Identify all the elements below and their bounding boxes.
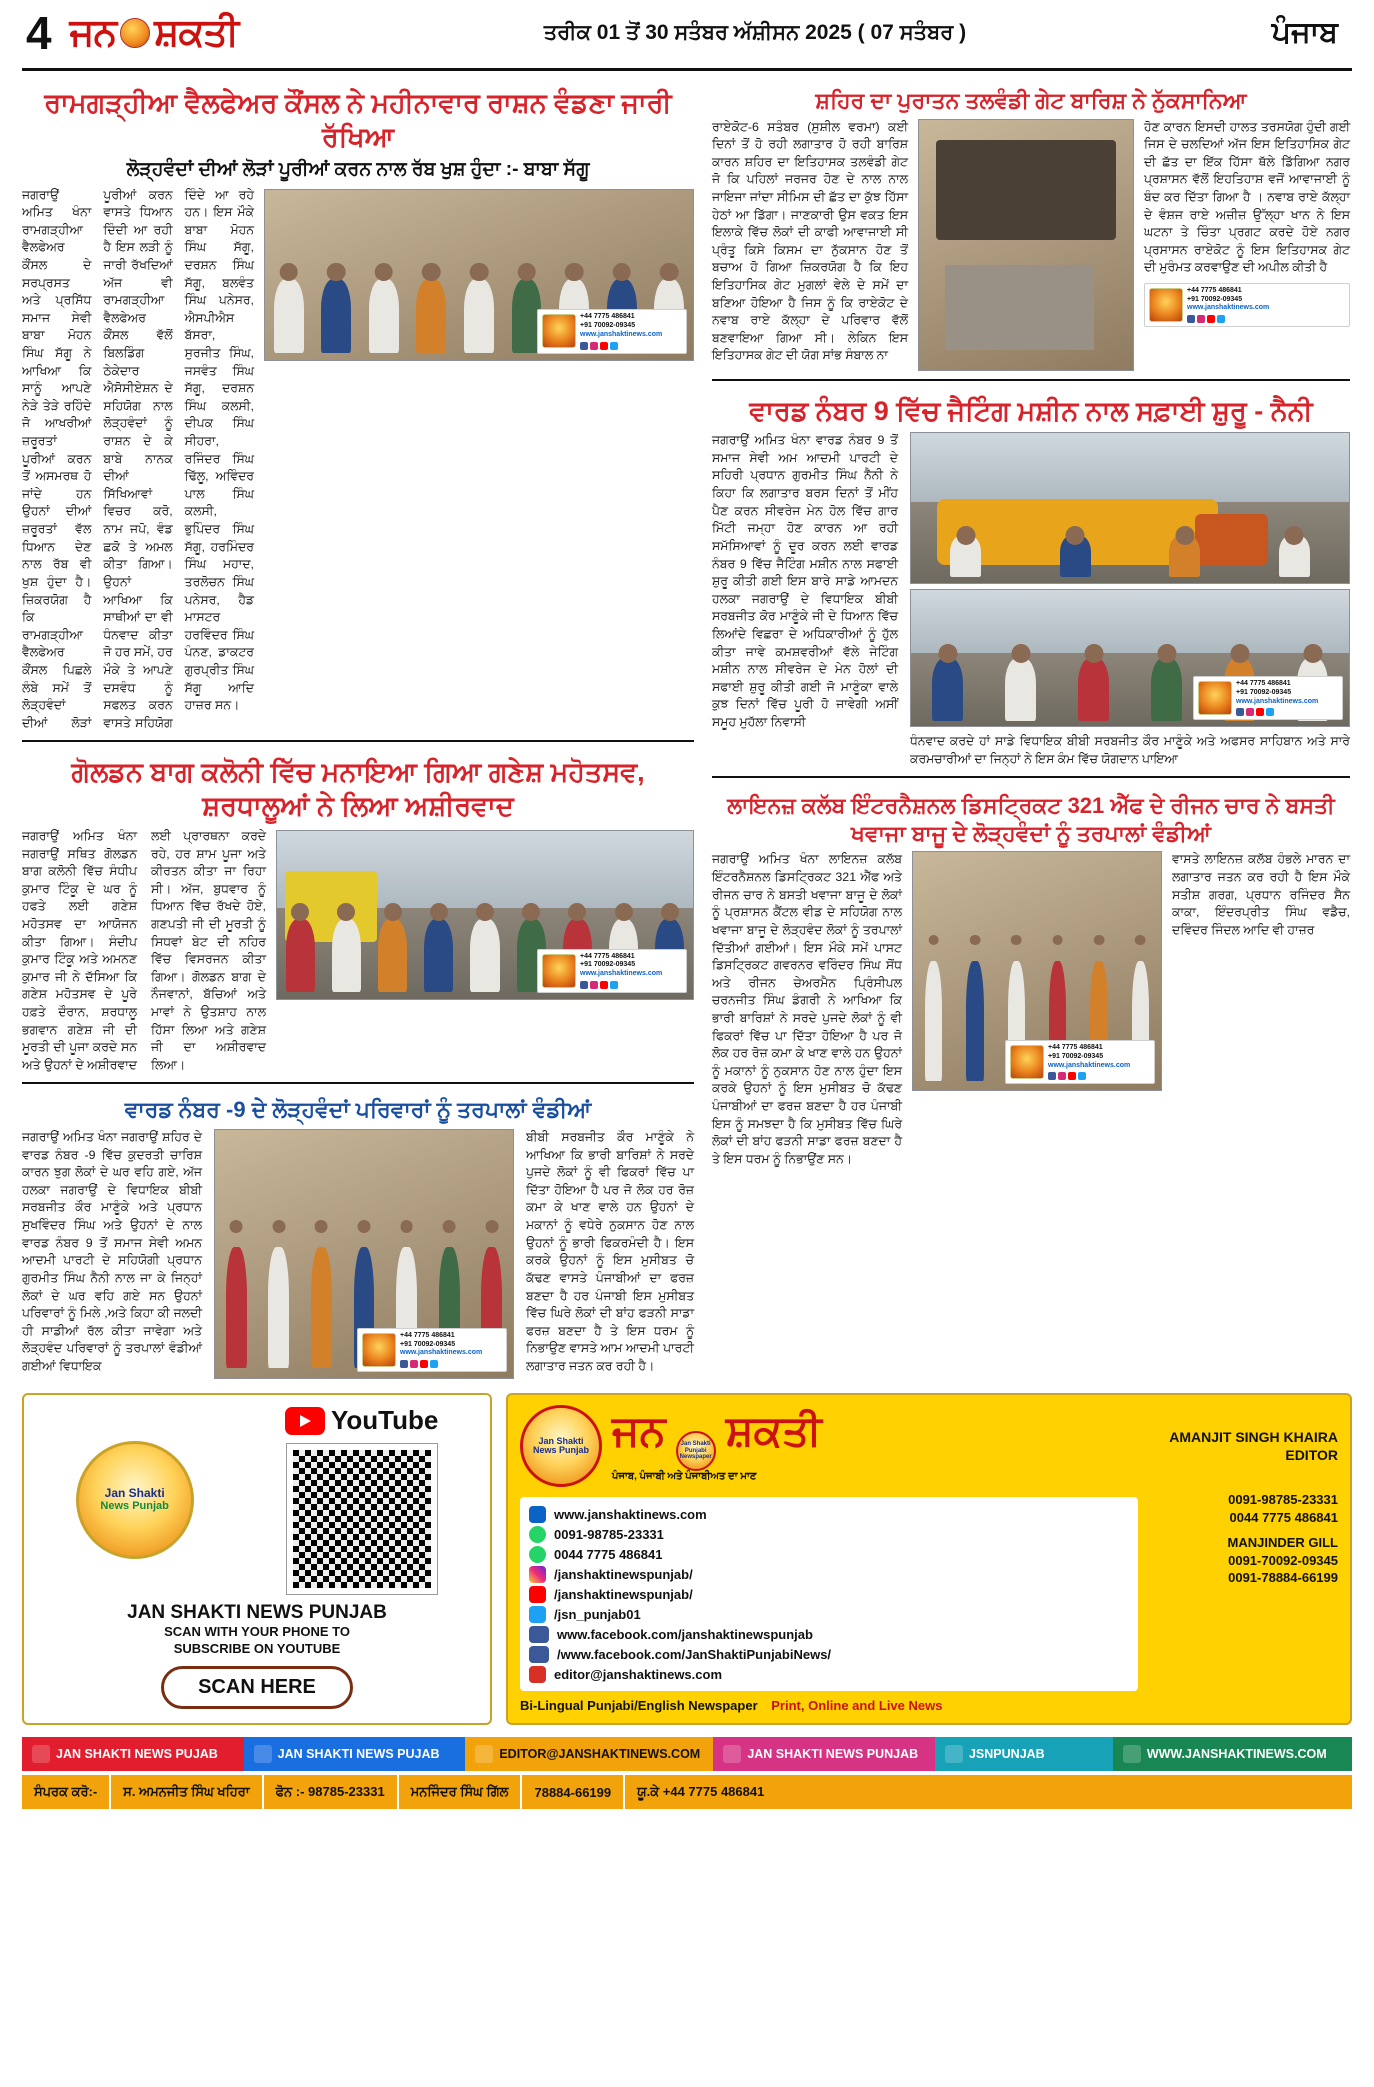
ad-title-jan: ਜਨ [612, 1407, 666, 1455]
facebook-icon [529, 1626, 549, 1643]
stamp-logo-icon [362, 1333, 396, 1367]
contact-ad [506, 1393, 1352, 1725]
gmail-icon [529, 1666, 546, 1683]
footer-manager-name: ਮਨਜਿੰਦਰ ਸਿੰਘ ਗਿੱਲ [399, 1775, 523, 1809]
youtube-subscribe-ad[interactable] [22, 1393, 492, 1725]
facebook-icon [254, 1745, 272, 1763]
stamp-phone-1: +44 7775 486841 [1187, 286, 1242, 294]
instagram-icon [410, 1360, 418, 1368]
masthead-logo [70, 12, 239, 55]
stamp-logo-icon [1198, 681, 1232, 715]
editor-phone-1: 0091-98785-23331 [1228, 1492, 1338, 1508]
article-photo [918, 119, 1134, 371]
article-ganesh-mahotsav [22, 750, 694, 1074]
watermark-stamp [1144, 283, 1350, 327]
twitter-icon [945, 1745, 963, 1763]
gmail-icon [475, 1745, 493, 1763]
globe-icon [1123, 1745, 1141, 1763]
twitter-icon [529, 1606, 546, 1623]
stamp-phone-2: +91 70092-09345 [580, 322, 636, 329]
contact-link-youtube[interactable] [529, 1584, 1129, 1604]
region-label: ਪੰਜਾਬ [1271, 16, 1338, 49]
stamp-site: www.janshaktinews.com [1236, 697, 1319, 705]
footer-instagram[interactable] [713, 1737, 935, 1771]
article-photo [214, 1129, 514, 1379]
watermark-stamp [1193, 676, 1343, 720]
article-ward9-tarpaulins [22, 1092, 694, 1379]
contact-link-twitter[interactable] [529, 1604, 1129, 1624]
footer-label: WWW.JANSHAKTINEWS.COM [1146, 1747, 1327, 1762]
logo-line-1: Jan Shakti [104, 1485, 165, 1500]
watermark-stamp [537, 309, 687, 353]
stamp-site: www.janshaktinews.com [1187, 304, 1270, 312]
ad-sub-line-1: SCAN WITH YOUR PHONE TO [164, 1624, 350, 1640]
youtube-label: YouTube [330, 1405, 439, 1436]
contact-phone-block [1148, 1487, 1338, 1587]
article-photo [912, 851, 1162, 1091]
watermark-stamp [1005, 1040, 1155, 1084]
instagram-icon [1197, 315, 1205, 323]
stamp-site: www.janshaktinews.com [580, 330, 663, 338]
article-subhead: ਲੋੜ੍ਹਵੰਦਾਂ ਦੀਆਂ ਲੋੜਾਂ ਪੂਰੀਆਂ ਕਰਨ ਨਾਲ ਰੱਬ ਖੁਸ਼ ਹੁੰਦਾ :- ਬਾਬਾ ਸੱਗੂ [126, 158, 590, 180]
youtube-icon [1207, 315, 1215, 323]
logo-line-2: News Punjab [100, 1500, 169, 1513]
stamp-phone-1: +44 7775 486841 [580, 952, 635, 960]
logo-jan-text: ਜਨ [69, 11, 117, 54]
divider [712, 379, 1350, 381]
footer-twitter[interactable] [935, 1737, 1113, 1771]
youtube-icon [600, 981, 608, 989]
stamp-phone-1: +44 7775 486841 [1048, 1044, 1103, 1052]
divider [22, 1082, 694, 1084]
ad-tagline: ਪੰਜਾਬ, ਪੰਜਾਬੀ ਅਤੇ ਪੰਜਾਬੀਅਤ ਦਾ ਮਾਣ [612, 1470, 757, 1482]
footer-contact-label: ਸੰਪਰਕ ਕਰੋ:- [22, 1775, 111, 1809]
page-columns [22, 71, 1352, 1379]
facebook-icon [529, 1646, 549, 1663]
footer-label: JAN SHAKTI NEWS PUJAB [277, 1747, 440, 1762]
editor-role: EDITOR [1285, 1447, 1338, 1464]
instagram-icon [1246, 708, 1254, 716]
ad-inline-badge-icon [676, 1431, 716, 1471]
link-text: 0044 7775 486841 [554, 1546, 663, 1562]
manager-name: MANJINDER GILL [1227, 1535, 1338, 1551]
contact-link-instagram[interactable] [529, 1564, 1129, 1584]
article-body-left: ਜਗਰਾਉਂ ਅਮਿਤ ਖੰਨਾ ਵਾਰਡ ਨੰਬਰ 9 ਤੋਂ ਸਮਾਜ ਸੇਵੀ ਅਮ ਆਦਮੀ ਪਾਰਟੀ ਦੇ ਸਹਿਰੀ ਪ੍ਰਧਾਨ ਗੁਰਮੀਤ ਸਿੰਘ ਨੈਨੀ ਨੇ ਕਿਹਾ ਕਿ ਲਗਾਤਾਰ ਬਰਸ ਦਿਨਾਂ ਤੋਂ ਮੀਂਹ ਪੈਣ ਕਰਨ ਸੀਵਰੇਜ ਮੇਨ ਹੋਲ ਵਿੱਚ ਗਾਰ ਮਿੱਟੀ ਜਮ੍ਹਾ ਹੋਣ ਕਾਰਨ ਆ ਰਹੀ ਸਮੱਸਿਆਵਾਂ ਨੂੰ ਦੂਰ ਕਰਨ ਲਈ ਵਾਰਡ ਨੰਬਰ 9 ਵਿੱਚ ਜੈਟਿੰਗ ਮਸ਼ੀਨ ਨਾਲ ਸਫਾਈ ਸ਼ੁਰੂ ਕੀਤੀ ਗਈ ਇਸ ਬਾਰੇ ਸਾਡੇ ਆਮਦਨ ਹਲਕਾ ਜਗਰਾਉਂ ਦੇ ਵਿਧਾਇਕ ਬੀਬੀ ਸਰਬਜੀਤ ਕੋਰ ਮਾਣੂੰਕੇ ਜੀ ਦੇ ਧਿਆਨ ਵਿੱਚ ਲਿਆਂਦੇ ਵਿਛਰਾ ਦੇ ਅਧਿਕਾਰੀਆਂ ਨੂੰ ਹੁੱਲ ਕੀਤਾ ਜਾਵੇ ਕਮਸ਼ਵਰੀਆਂ ਵੱਲੇ ਜੇਟਿੰਗ ਮਸ਼ੀਨ ਨਾਲ ਸੀਵਰੇਜ ਦੇ ਮੇਨ ਹੋਲਾਂ ਦੀ ਸਫਾਈ ਸ਼ੁਰੂ ਕੀਤੀ ਗਈ ਜੋ ਮਾਣੂੰਕਾ ਵਾਲੇ ਕੁਝ ਦਿਨਾਂ ਵਿੱਚ ਪੂਰੀ ਹੋ ਜਾਵੇਗੀ ਅਸੀਂ ਸਮੂਹ ਮੁਹੱਲਾ ਨਿਵਾਸੀ [712, 433, 898, 729]
instagram-icon [529, 1566, 546, 1583]
stamp-logo-icon [542, 314, 576, 348]
footer-editor-name: ਸ. ਅਮਨਜੀਤ ਸਿੰਘ ਖਹਿਰਾ [111, 1775, 263, 1809]
ad-footer-right: Print, Online and Live News [771, 1698, 943, 1714]
contact-link-whatsapp-1[interactable] [529, 1524, 1129, 1544]
jan-shakti-logo-icon [520, 1405, 602, 1487]
youtube-icon [1068, 1072, 1076, 1080]
instagram-icon [723, 1745, 741, 1763]
logo-shakti-text: ਸ਼ਕਤੀ [154, 11, 239, 54]
twitter-icon [1266, 708, 1274, 716]
link-text: 0091-98785-23331 [554, 1526, 664, 1542]
link-text: editor@janshaktinews.com [554, 1666, 722, 1682]
page-number: 4 [26, 7, 52, 59]
contact-link-facebook-1[interactable] [529, 1624, 1129, 1644]
article-headline: ਸ਼ਹਿਰ ਦਾ ਪੁਰਾਤਨ ਤਲਵੰਡੀ ਗੇਟ ਬਾਰਿਸ਼ ਨੇ ਨੁੱਕਸਾਨਿਆ [815, 88, 1247, 113]
twitter-icon [430, 1360, 438, 1368]
divider [712, 776, 1350, 778]
article-body-right: ਵਾਸਤੇ ਲਾਇਨਜ਼ ਕਲੱਬ ਹੰਭਲੇ ਮਾਰਨ ਦਾ ਲਗਾਤਾਰ ਜਤਨ ਕਰ ਰਹੀ ਹੈ ਇਸ ਮੌਕੇ ਸਤੀਸ਼ ਗਰਗ, ਪ੍ਰਧਾਨ ਰਜਿੰਦਰ ਸੈਨ ਕਾਕਾ, ਇੰਦਰਪ੍ਰੀਤ ਸਿੰਘ ਵਡੈਚ, ਦਵਿੰਦਰ ਜਿੰਦਲ ਆਦਿ ਵੀ ਹਾਜ਼ਰ [1172, 852, 1350, 937]
footer-youtube[interactable] [22, 1737, 244, 1771]
article-body: ਜਗਰਾਉਂ ਅਮਿਤ ਖੰਨਾ ਜਗਰਾਉਂ ਸਥਿਤ ਗੋਲਡਨ ਬਾਗ ਕਲੋਨੀ ਵਿੱਚ ਸੰਧੀਪ ਕੁਮਾਰ ਟਿੰਕੂ ਦੇ ਘਰ ਨੂੰ ਹਫਤੇ ਲਈ ਗਣੇਸ਼ ਮਹੋਤਸਵ ਦਾ ਆਯੋਜਨ ਕੀਤਾ ਗਿਆ। ਸੰਦੀਪ ਕੁਮਾਰ ਟਿੰਕੂ ਅਤੇ ਅਮਨਣ ਕੁਮਾਰ ਜੀ ਨੇ ਦੱਸਿਆ ਕਿ ਗਣੇਸ਼ ਮਹੋਤਸਵ ਦੇ ਪੂਰੇ ਹਫ਼ਤੇ ਦੌਰਾਨ, ਸ਼ਰਧਾਲੂ ਭਗਵਾਨ ਗਣੇਸ਼ ਜੀ ਦੀ ਮੂਰਤੀ ਦੀ ਪੂਜਾ ਕਰਦੇ ਸਨ ਅਤੇ ਉਹਨਾਂ ਦੇ ਅਸ਼ੀਰਵਾਦ ਲਈ ਪ੍ਰਾਰਥਨਾ ਕਰਦੇ ਰਹੇ, ਹਰ ਸ਼ਾਮ ਪੂਜਾ ਅਤੇ ਕੀਰਤਨ ਕੀਤਾ ਜਾ ਰਿਹਾ ਸੀ। ਅੱਜ, ਬੁਧਵਾਰ ਨੂੰ ਧਿਆਨ ਵਿੱਚ ਰੱਖਦੇ ਹੋਏ, ਗਣਪਤੀ ਜੀ ਦੀ ਮੂਰਤੀ ਨੂੰ ਸਿਧਵਾਂ ਬੇਟ ਦੀ ਨਹਿਰ ਵਿੱਚ ਵਿਸਰਜਨ ਕੀਤਾ ਗਿਆ। ਗੋਲਡਨ ਬਾਗ ਦੇ ਨੌਜਵਾਨਾਂ, ਬੱਚਿਆਂ ਅਤੇ ਮਾਵਾਂ ਨੇ ਉਤਸ਼ਾਹ ਨਾਲ ਹਿੱਸਾ ਲਿਆ ਅਤੇ ਗਣੇਸ਼ ਜੀ ਦਾ ਅਸ਼ੀਰਵਾਦ ਲਿਆ। [22, 828, 266, 1072]
badge-line-2: Punjabi Newspaper [679, 1447, 712, 1460]
scan-here-button[interactable]: SCAN HERE [161, 1666, 353, 1709]
stamp-logo-icon [542, 954, 576, 988]
article-body-col1: ਰਾਏਕੋਟ-6 ਸਤੰਬਰ (ਸੁਸ਼ੀਲ ਵਰਮਾ) ਕਈ ਦਿਨਾਂ ਤੋਂ ਹੋ ਰਹੀ ਲਗਾਤਾਰ ਹੋ ਰਹੀ ਬਾਰਿਸ਼ ਕਾਰਨ ਸ਼ਹਿਰ ਦਾ ਇਤਿਹਾਸਕ ਤਲਵੰਡੀ ਗੇਟ ਜੋ ਕਿ ਪਹਿਲਾਂ ਜਰਜਰ ਹੋਣ ਦੇ ਨਾਲ ਨਾਲ ਜਾਇਜਾ ਜਾਂਦਾ ਸੀਮਿਸ ਦੀ ਛੱਤ ਦਾ ਕੁੱਝ ਹਿੱਸਾ ਹੇਠਾਂ ਆ ਡਿੱਗਾ। ਜਾਣਕਾਰੀ ਉਸ ਵਕਤ ਇਸ ਇਲਾਕੇ ਵਿੱਚ ਲੋਕਾਂ ਦੀ ਕਾਫੀ ਆਵਾਜਾਈ ਸੀ ਪ੍ਰੰਤੂ ਕਿਸੇ ਕਿਸਮ ਦਾ ਨੁੱਕਸਾਨ ਹੋਣ ਤੋਂ ਬਚਾਅ ਹੋ ਗਿਆ ਜ਼ਿਕਰਯੋਗ ਹੈ ਕਿ ਇਹ ਇਤਿਹਾਸਿਕ ਗੇਟ ਮੁਗਲਾਂ ਵੇਲੇ ਦੇ ਸਮੇਂ ਦਾ ਬਣਿਆ ਹੋਇਆ ਹੈ ਜਿਸ ਨੂੰ ਕਿ ਰਾਏਕੋਟ ਦੇ ਨਵਾਬ ਰਾਏ ਕੱਲ੍ਹਾ ਦੇ ਪਰਿਵਾਰ ਵੱਲੋਂ ਬਣਵਾਇਆ ਗਿਆ ਸੀ। ਲੇਕਿਨ ਇਸ ਇਤਿਹਾਸਕ ਗੇਟ ਦੀ ਯੋਗ ਸਾਂਭ ਸੰਬਾਲ ਨਾ [712, 119, 908, 363]
right-column [712, 81, 1350, 1379]
link-text: www.janshaktinews.com [554, 1506, 707, 1522]
contact-link-website[interactable] [529, 1504, 1129, 1524]
article-body: ਜਗਰਾਉਂ ਅਮਿਤ ਖੰਨਾ ਰਾਮਗੜ੍ਹੀਆ ਵੈਲਫੇਅਰ ਕੌਂਸਲ ਦੇ ਸਰਪ੍ਰਸਤ ਅਤੇ ਪ੍ਰਸਿੱਧ ਸਮਾਜ ਸੇਵੀ ਬਾਬਾ ਮੋਹਨ ਸਿੰਘ ਸੱਗੂ ਨੇ ਆਖਿਆ ਕਿ ਸਾਨੂੰ ਆਪਣੇ ਨੇੜੇ ਤੇੜੇ ਰਹਿੰਦੇ ਜੋ ਆਖਰੀਆਂ ਜ਼ਰੂਰਤਾਂ ਪੂਰੀਆਂ ਕਰਨ ਤੋਂ ਅਸਮਰਥ ਹੋ ਜਾਂਦੇ ਹਨ ਉਹਨਾਂ ਦੀਆਂ ਜ਼ਰੂਰਤਾਂ ਵੱਲ ਧਿਆਨ ਦੇਣ ਨਾਲ ਰੱਬ ਵੀ ਖੁਸ਼ ਹੁੰਦਾ ਹੈ। ਜ਼ਿਕਰਯੋਗ ਹੈ ਕਿ ਰਾਮਗੜ੍ਹੀਆ ਵੈਲਫੇਅਰ ਕੌਂਸਲ ਪਿਛਲੇ ਲੰਬੇ ਸਮੇਂ ਤੋਂ ਲੋੜ੍ਹਵੰਦਾਂ ਦੀਆਂ ਲੋੜਾਂ ਪੂਰੀਆਂ ਕਰਨ ਵਾਸਤੇ ਧਿਆਨ ਦਿੰਦੀ ਆ ਰਹੀ ਹੈ ਇਸ ਲੜੀ ਨੂੰ ਜਾਰੀ ਰੱਖਦਿਆਂ ਅੱਜ ਵੀ ਰਾਮਗੜ੍ਹੀਆ ਵੈਲਫੇਅਰ ਕੌਂਸਲ ਵੱਲੋਂ ਬਿਲਡਿੰਗ ਠੇਕੇਦਾਰ ਐਸੋਸੀਏਸ਼ਨ ਦੇ ਸਹਿਯੋਗ ਨਾਲ ਲੋੜ੍ਹਵੰਦਾਂ ਨੂੰ ਰਾਸ਼ਨ ਦੇ ਕੇ ਬਾਬੇ ਨਾਨਕ ਦੀਆਂ ਸਿੱਖਿਆਵਾਂ ਵਿਚਰ ਕਰੋ, ਨਾਮ ਜਪੋ, ਵੰਡ ਛਕੋ ਤੇ ਅਮਲ ਕੀਤਾ ਗਿਆ। ਉਹਨਾਂ ਆਖਿਆ ਕਿ ਸਾਥੀਆਂ ਦਾ ਵੀ ਧੰਨਵਾਦ ਕੀਤਾ ਜੋ ਹਰ ਸਮੇਂ, ਹਰ ਮੌਕੇ ਤੇ ਆਪਣੇ ਦਸਵੰਧ ਨੂੰ ਸਫਲਤ ਕਰਨ ਵਾਸਤੇ ਸਹਿਯੋਗ ਦਿੰਦੇ ਆ ਰਹੇ ਹਨ। ਇਸ ਮੌਕੇ ਬਾਬਾ ਮੋਹਨ ਸਿੰਘ ਸੱਗੂ, ਦਰਸ਼ਨ ਸਿੰਘ ਸੱਗੂ, ਬਲਵੰਤ ਸਿੰਘ ਪਨੇਸਰ, ਐਸਪੀਐਸ ਬੱਸਰਾ, ਸੁਰਜੀਤ ਸਿੰਘ, ਜਸਵੰਤ ਸਿੰਘ ਸੱਗੂ, ਦਰਸ਼ਨ ਸਿੰਘ ਕਲਸੀ, ਦੀਪਕ ਸਿੰਘ ਸੀਹਰਾ, ਰਜਿੰਦਰ ਸਿੰਘ ਢਿੱਲੂ, ਅਵਿੰਦਰ ਪਾਲ ਸਿੰਘ ਕਲਸੀ, ਭੁਪਿੰਦਰ ਸਿੰਘ ਸੱਗੂ, ਹਰਮਿੰਦਰ ਸਿੰਘ ਮਹਾਦ, ਤਰਲੋਚਨ ਸਿੰਘ ਪਨੇਸਰ, ਹੈਡ ਮਾਸਟਰ ਹਰਵਿੰਦਰ ਸਿੰਘ ਪੰਨਣ, ਡਾਕਟਰ ਗੁਰਪ੍ਰੀਤ ਸਿੰਘ ਸੱਗੂ ਆਦਿ ਹਾਜ਼ਰ ਸਨ। [22, 187, 254, 730]
editor-phone-2: 0044 7775 486841 [1229, 1509, 1338, 1525]
article-body-left: ਜਗਰਾਉਂ ਅਮਿਤ ਖੰਨਾ ਜਗਰਾਉਂ ਸ਼ਹਿਰ ਦੇ ਵਾਰਡ ਨੰਬਰ -9 ਵਿੱਚ ਕੁਦਰਤੀ ਚਾਰਿਸ਼ ਕਾਰਨ ਝੁਗ ਲੋਕਾਂ ਦੇ ਘਰ ਵਹਿ ਗਏ, ਅੱਜ ਹਲਕਾ ਜਗਰਾਉਂ ਦੇ ਵਿਧਾਇਕ ਬੀਬੀ ਸਰਬਜੀਤ ਕੌਰ ਮਾਣੂੰਕੇ ਅਤੇ ਪ੍ਰਧਾਨ ਸੁਖਵਿੰਦਰ ਸਿੰਘ ਅਤੇ ਉਹਨਾਂ ਦੇ ਨਾਲ ਵਾਰਡ ਨੰਬਰ 9 ਤੋਂ ਸਮਾਜ ਸੇਵੀ ਅਮਨ ਆਦਮੀ ਪਾਰਟੀ ਦੇ ਸਹਿਯੋਗੀ ਪ੍ਰਧਾਨ ਗੁਰਮੀਤ ਸਿੰਘ ਨੈਨੀ ਨਾਲ ਜਾ ਕੇ ਜਿਨ੍ਹਾਂ ਲੋਕਾਂ ਦੇ ਘਰ ਵਹਿ ਗਏ ਸਨ ਉਹਨਾਂ ਪਰਿਵਾਰਾਂ ਨੂੰ ਮਿਲੇ ,ਅਤੇ ਕਿਹਾ ਕੀ ਜਲਦੀ ਹੀ ਸਾਡੀਆਂ ਰੱਲ ਕੀਤਾ ਜਾਵੇਗਾ ਅਤੇ ਲੋੜ੍ਹਵੰਦ ਪਰਿਵਾਰਾਂ ਨੂੰ ਤਰਪਾਲਾਂ ਵੰਡੀਆਂ ਗਈਆਂ ਵਿਧਾਇਕ [22, 1130, 202, 1373]
article-headline: ਵਾਰਡ ਨੰਬਰ -9 ਦੇ ਲੋੜ੍ਹਵੰਦਾਂ ਪਰਿਵਾਰਾਂ ਨੂੰ ਤਰਪਾਲਾਂ ਵੰਡੀਆਂ [124, 1097, 592, 1123]
contact-link-facebook-2[interactable] [529, 1644, 1129, 1664]
article-photo-cleaning [910, 589, 1350, 727]
youtube-icon [285, 1407, 325, 1435]
logo-line-1: Jan Shakti [538, 1435, 584, 1446]
issue-date-line: ਤਰੀਕ 01 ਤੋਂ 30 ਸਤੰਬਰ ਅੱਸ਼ੀਸਨ 2025 ( 07 ਸਤੰਬਰ ) [543, 21, 967, 44]
footer-facebook[interactable] [244, 1737, 466, 1771]
logo-emblem-icon [120, 18, 150, 48]
jan-shakti-logo-icon [76, 1441, 194, 1559]
article-photo-truck [910, 432, 1350, 584]
link-text: /www.facebook.com/JanShaktiPunjabiNews/ [557, 1646, 832, 1662]
divider [22, 740, 694, 742]
youtube-icon [420, 1360, 428, 1368]
link-text: /jsn_punjab01 [554, 1606, 641, 1622]
footer-label: EDITOR@JANSHAKTINEWS.COM [499, 1747, 701, 1762]
facebook-icon [1187, 315, 1195, 323]
ad-title-shakti: ਸ਼ਕਤੀ [725, 1407, 822, 1455]
footer-label: JAN SHAKTI NEWS PUJAB [56, 1747, 218, 1762]
footer-social-bar [22, 1737, 1352, 1771]
manager-phone-2: 0091-78884-66199 [1228, 1570, 1338, 1586]
stamp-phone-2: +91 70092-09345 [1236, 688, 1292, 696]
whatsapp-icon [529, 1526, 546, 1543]
article-body-right: ਬੀਬੀ ਸਰਬਜੀਤ ਕੌਰ ਮਾਣੂੰਕੇ ਨੇ ਆਖਿਆ ਕਿ ਭਾਰੀ ਬਾਰਿਸ਼ਾਂ ਨੇ ਸਰਦੇ ਪੁਜਦੇ ਲੋਕਾਂ ਨੂੰ ਵੀ ਫਿਕਰਾਂ ਵਿੱਚ ਪਾ ਦਿੱਤਾ ਹੋਇਆ ਹੈ ਪਰ ਜੋ ਲੋਕ ਹਰ ਰੋਜ਼ ਕਮਾ ਕੇ ਖਾਣ ਵਾਲੇ ਹਨ ਉਹਨਾਂ ਦੇ ਮਕਾਨਾਂ ਨੂੰ ਵਧੇਰੇ ਨੁਕਸਾਨ ਹੋਣ ਨਾਲ ਉਹਨਾਂ ਨੂੰ ਭਾਰੀ ਫਿਕਰਮੰਦੀ ਹੈ। ਇਸ ਕਰਕੇ ਉਹਨਾਂ ਨੂੰ ਇਸ ਮੁਸੀਬਤ ਚੋ ਕੱਢਣ ਵਾਸਤੇ ਪੰਜਾਬੀਆਂ ਦਾ ਫਰਜ਼ ਬਣਦਾ ਹੈ ਹਰ ਪੰਜਾਬੀ ਇਸ ਮੁਸੀਬਤ ਵਿੱਚ ਘਿਰੇ ਲੋਕਾਂ ਦੀ ਬਾਂਹ ਫੜਨੀ ਸਾਡਾ ਫਰਜ਼ ਬਣਦਾ ਹੈ ਤੇ ਇਸ ਧਰਮ ਨੂੰ ਨਿਭਾਉਣ ਵਾਸਤੇ ਆਮ ਆਦਮੀ ਪਾਰਟੀ ਲਗਾਤਾਰ ਜਤਨ ਕਰ ਰਹੀ ਹੈ। [526, 1130, 694, 1373]
twitter-icon [1078, 1072, 1086, 1080]
footer-label: JAN SHAKTI NEWS PUNJAB [747, 1747, 919, 1762]
instagram-icon [1058, 1072, 1066, 1080]
stamp-phone-2: +91 70092-09345 [580, 961, 636, 969]
stamp-phone-1: +44 7775 486841 [1236, 680, 1291, 687]
footer-contact-bar [22, 1775, 1352, 1809]
instagram-icon [590, 981, 598, 989]
youtube-icon [32, 1745, 50, 1763]
link-text: /janshaktinewspunjab/ [554, 1586, 693, 1602]
facebook-icon [580, 981, 588, 989]
contact-link-whatsapp-2[interactable] [529, 1544, 1129, 1564]
globe-icon [529, 1506, 546, 1523]
article-headline: ਗੋਲਡਨ ਬਾਗ ਕਲੋਨੀ ਵਿੱਚ ਮਨਾਇਆ ਗਿਆ ਗਣੇਸ਼ ਮਹੋਤਸਵ, ਸ਼ਰਧਾਲੂਆਂ ਨੇ ਲਿਆ ਅਸ਼ੀਰਵਾਦ [71, 757, 645, 822]
editor-name: AMANJIT SINGH KHAIRA [1169, 1428, 1338, 1445]
article-jetting-machine [712, 389, 1350, 769]
youtube-icon [600, 342, 608, 350]
article-headline: ਲਾਇਨਜ਼ ਕਲੱਬ ਇੰਟਰਨੈਸ਼ਨਲ ਡਿਸਟ੍ਰਿਕਟ 321 ਐੱਫ ਦੇ ਰੀਜਨ ਚਾਰ ਨੇ ਬਸਤੀ ਖਵਾਜਾ ਬਾਜੂ ਦੇ ਲੋੜ੍ਹਵੰਦਾਂ ਨੂੰ ਤਰਪਾਲਾਂ ਵੰਡੀਆਂ [727, 793, 1335, 846]
article-body-left: ਜਗਰਾਉਂ ਅਮਿਤ ਖੰਨਾ ਲਾਇਨਜ਼ ਕਲੱਬ ਇੰਟਰਨੈਸ਼ਨਲ ਡਿਸਟ੍ਰਿਕਟ 321 ਐੱਫ ਅਤੇ ਰੀਜਨ ਚਾਰ ਨੇ ਬਸਤੀ ਖਵਾਜਾ ਬਾਜੂ ਦੇ ਲੋਕਾਂ ਨੂੰ ਪ੍ਰਸ਼ਾਸਨ ਕੈਂਟਲ ਵੀਡ ਦੇ ਸਹਿਯੋਗ ਨਾਲ ਖਵਾਜਾ ਬਾਜੂ ਦੇ ਲੋੜ੍ਹਵੰਦ ਲੋਕਾਂ ਨੂੰ ਤਰਪਾਲਾਂ ਦਿੱਤੀਆਂ ਗਈਆਂ। ਇਸ ਮੌਕੇ ਸਮੇਂ ਪਾਸਟ ਡਿਸਟ੍ਰਿਕਟ ਗਵਰਨਰ ਵਰਿੰਦਰ ਸਿੰਘ ਸੋਂਧ ਅਤੇ ਰੀਜਨ ਚੇਅਰਮੈਨ ਪ੍ਰਿੰਸੀਪਲ ਚਰਨਜੀਤ ਸਿੰਘ ਡੰਗਰੀ ਨੇ ਆਖਿਆ ਕਿ ਭਾਰੀ ਬਾਰਿਸ਼ਾਂ ਨੇ ਸਰਦੇ ਪੁਜਦੇ ਲੋਕਾਂ ਨੂੰ ਵੀ ਫਿਕਰਾਂ ਵਿੱਚ ਪਾ ਦਿੱਤਾ ਹੋਇਆ ਹੈ ਪਰ ਜੋ ਲੋਕ ਹਰ ਰੋਜ਼ ਕਮਾ ਕੇ ਖਾਣ ਵਾਲੇ ਹਨ ਉਹਨਾਂ ਨੂੰ ਮਕਾਨਾਂ ਨੂੰ ਨੁਕਸਾਨ ਹੋਣ ਨਾਲ ਹੁੰਦਾ ਇਸ ਕਰਕੇ ਉਹਨਾਂ ਨੂੰ ਇਸ ਮੁਸੀਬਤ ਚੋ ਕੱਢਣ ਪੰਜਾਬੀਆਂ ਦਾ ਫਰਜ਼ ਬਣਦਾ ਹੈ ਹਰ ਪੰਜਾਬੀ ਇਸ ਨੂੰ ਸਮਝਦਾ ਹੈ ਕਿ ਮੁਸੀਬਤ ਵਿੱਚ ਘਿਰੇ ਲੋਕਾਂ ਦੀ ਬਾਂਹ ਫੜਨੀ ਸਾਡਾ ਫਰਜ਼ ਬਣਦਾ ਹੈ ਤੇ ਇਸ ਧਰਮ ਨੂੰ ਨਿਭਾਉਂਣ ਸਨ। [712, 852, 902, 1166]
manager-phone-1: 0091-70092-09345 [1228, 1552, 1338, 1568]
footer-email[interactable] [465, 1737, 713, 1771]
footer-website[interactable] [1113, 1737, 1352, 1771]
stamp-phone-1: +44 7775 486841 [400, 1331, 455, 1339]
ad-footer-left: Bi-Lingual Punjabi/English Newspaper [520, 1698, 758, 1714]
article-talwandi-gate [712, 81, 1350, 371]
facebook-icon [1236, 708, 1244, 716]
youtube-icon [1256, 708, 1264, 716]
article-photo [264, 189, 694, 361]
masthead [22, 0, 1352, 71]
stamp-phone-2: +91 70092-09345 [400, 1340, 456, 1348]
stamp-site: www.janshaktinews.com [400, 1349, 483, 1357]
stamp-site: www.janshaktinews.com [580, 970, 663, 978]
article-lions-club [712, 786, 1350, 1168]
article-headline: ਰਾਮਗੜ੍ਹੀਆ ਵੈਲਫੇਅਰ ਕੌਂਸਲ ਨੇ ਮਹੀਨਾਵਾਰ ਰਾਸ਼ਨ ਵੰਡਣਾ ਜਾਰੀ ਰੱਖਿਆ [44, 88, 672, 152]
contact-link-email[interactable] [529, 1664, 1129, 1684]
link-text: /janshaktinewspunjab/ [554, 1566, 693, 1582]
footer-uk-phone: ਯੂ.ਕੇ +44 7775 486841 [637, 1784, 765, 1800]
watermark-stamp [357, 1328, 507, 1372]
link-text: www.facebook.com/janshaktinewspunjab [557, 1626, 813, 1642]
article-body-col3: ਹੋਣ ਕਾਰਨ ਇਸਦੀ ਹਾਲਤ ਤਰਸਯੋਗ ਹੁੰਦੀ ਗਈ ਜਿਸ ਦੇ ਚਲਦਿਆਂ ਅੱਜ ਇਸ ਇਤਿਹਾਸਿਕ ਗੇਟ ਦੀ ਛੱਤ ਦਾ ਇੱਕ ਹਿੱਸਾ ਥੱਲੇ ਡਿੱਗਿਆ ਨਗਰ ਪ੍ਰਸ਼ਾਸਨ ਵੱਲੋਂ ਇਹਤਿਹਾਸ਼ ਵਜੋਂ ਆਵਾਜਾਈ ਨੂੰ ਬੰਦ ਕਰ ਦਿੱਤਾ ਗਿਆ ਹੈ । ਨਵਾਬ ਰਾਏ ਕੱਲ੍ਹਾ ਦੇ ਵੰਸ਼ਜ ਰਾਏ ਅਜ਼ੀਜ਼ ਉੱਲ੍ਹਾ ਖਾਨ ਨੇ ਇਸ ਘਟਨਾ ਤੇ ਚਿੰਤਾ ਪ੍ਰਗਟ ਕਰਦੇ ਹੋਏ ਨਗਰ ਪ੍ਰਸਾਸਨ ਰਾਏਕੋਟ ਨੂੰ ਇਸ ਇਤਿਹਾਸਕ ਗੇਟ ਦੀ ਮੁਰੰਮਤ ਕਰਵਾਉਣ ਦੀ ਅਪੀਲ ਕੀਤੀ ਹੈ [1144, 119, 1350, 275]
facebook-icon [1048, 1072, 1056, 1080]
qr-code[interactable] [287, 1444, 437, 1594]
contact-links-list [520, 1497, 1138, 1691]
stamp-site: www.janshaktinews.com [1048, 1061, 1131, 1069]
whatsapp-icon [529, 1546, 546, 1563]
ad-title: JAN SHAKTI NEWS PUNJAB [127, 1602, 387, 1624]
footer-label: JSNPUNJAB [968, 1747, 1045, 1762]
stamp-phone-1: +44 7775 486841 [580, 313, 635, 321]
twitter-icon [1217, 315, 1225, 323]
facebook-icon [400, 1360, 408, 1368]
article-ramgarhia-welfare [22, 81, 694, 732]
facebook-icon [580, 342, 588, 350]
logo-line-2: News Punjab [532, 1445, 589, 1456]
instagram-icon [590, 342, 598, 350]
stamp-logo-icon [1149, 288, 1183, 322]
article-body-right: ਧੰਨਵਾਦ ਕਰਦੇ ਹਾਂ ਸਾਡੇ ਵਿਧਾਇਕ ਬੀਬੀ ਸਰਬਜੀਤ ਕੌਰ ਮਾਣੂੰਕੇ ਅਤੇ ਅਫਸਰ ਸਾਹਿਬਾਨ ਅਤੇ ਸਾਰੇ ਕਰਮਚਾਰੀਆਂ ਦਾ ਜਿਨ੍ਹਾਂ ਨੇ ਇਸ ਕੰਮ ਵਿੱਚ ਯੋਗਦਾਨ ਪਾਇਆ [910, 734, 1350, 766]
stamp-phone-2: +91 70092-09345 [1048, 1052, 1104, 1060]
youtube-icon [529, 1586, 546, 1603]
left-column [22, 81, 694, 1379]
stamp-phone-2: +91 70092-09345 [1187, 295, 1243, 303]
stamp-logo-icon [1010, 1045, 1044, 1079]
footer-editor-phone: ਫੋਨ :- 98785-23331 [264, 1775, 399, 1809]
twitter-icon [610, 981, 618, 989]
footer-manager-phone: 78884-66199 [522, 1775, 625, 1809]
article-photo [276, 830, 694, 1000]
twitter-icon [610, 342, 618, 350]
ad-sub-line-2: SUBSCRIBE ON YOUTUBE [173, 1640, 341, 1656]
article-headline: ਵਾਰਡ ਨੰਬਰ 9 ਵਿੱਚ ਜੈਟਿੰਗ ਮਸ਼ੀਨ ਨਾਲ ਸਫ਼ਾਈ ਸ਼ੁਰੂ - ਨੈਨੀ [749, 395, 1313, 426]
badge-line-1: Jan Shakti [680, 1441, 711, 1448]
watermark-stamp [537, 949, 687, 993]
ads-section [22, 1393, 1352, 1725]
